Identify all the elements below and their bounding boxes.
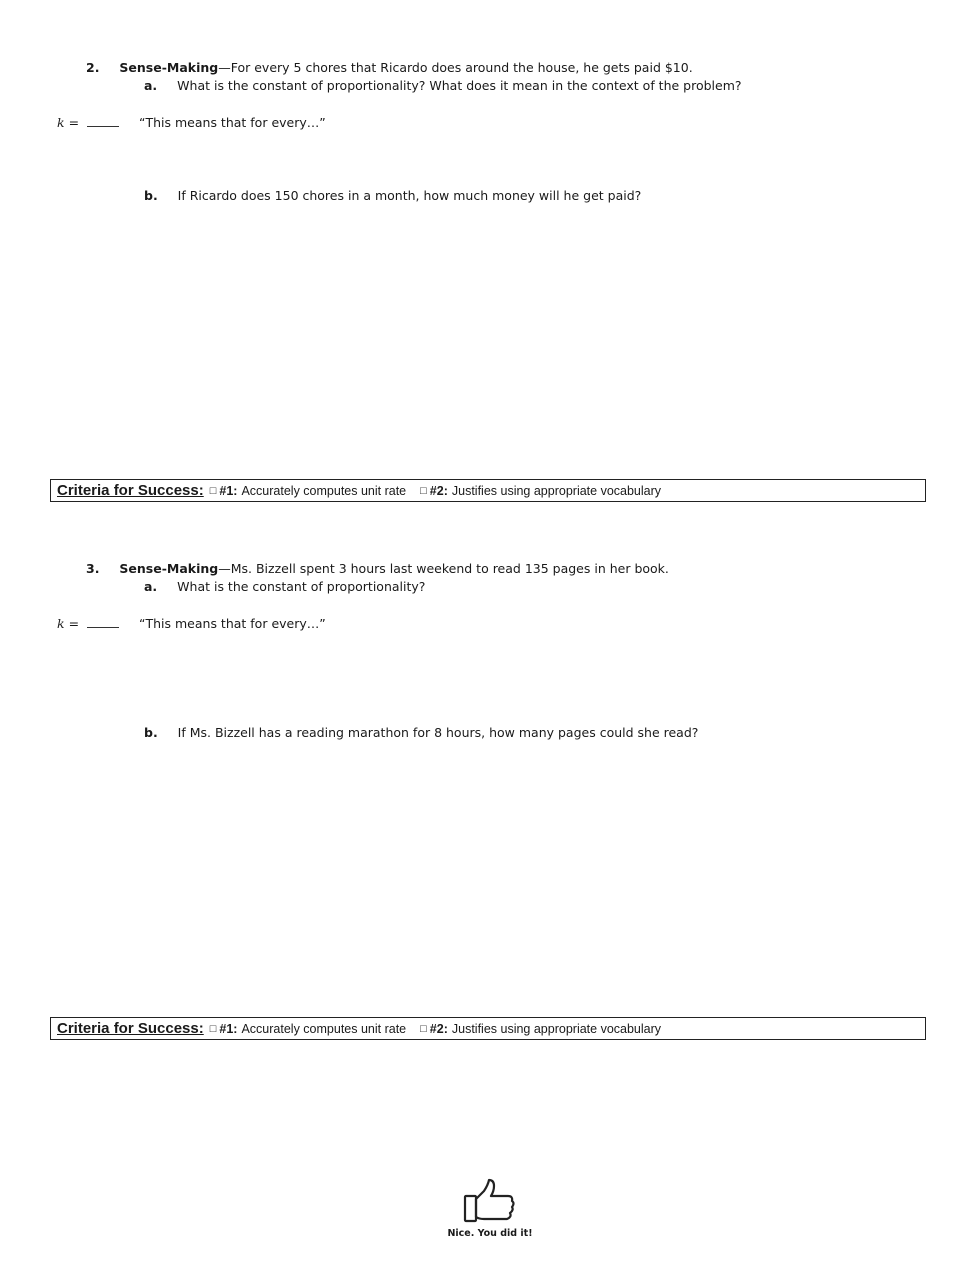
k-variable: k <box>57 616 65 631</box>
checkbox-icon[interactable]: □ <box>420 484 427 497</box>
part-text: What is the constant of proportionality? <box>177 579 426 594</box>
footer-caption: Nice. You did it! <box>447 1228 533 1239</box>
part-label: a. <box>144 78 158 93</box>
checkbox-icon[interactable]: □ <box>209 1022 217 1035</box>
means-prompt: “This means that for every…” <box>139 616 326 631</box>
problem-2-part-a <box>144 78 742 94</box>
problem-2-stem <box>86 60 693 76</box>
k-answer-blank[interactable] <box>87 616 119 628</box>
k-equals: = <box>68 616 80 631</box>
criteria-item-1-label: #1: <box>219 483 238 498</box>
criteria-item-2-label: #2: <box>429 1021 448 1036</box>
problem-heading: Sense-Making <box>119 60 219 75</box>
problem-heading: Sense-Making <box>119 561 219 576</box>
problem-text: —Ms. Bizzell spent 3 hours last weekend to read 135 pages in her book. <box>218 561 669 576</box>
problem-number: 3. <box>86 561 100 576</box>
problem-2-k-line <box>57 115 326 131</box>
k-variable: k <box>57 115 65 130</box>
part-text: What is the constant of proportionality? What does it mean in the context of the problem? <box>177 78 742 93</box>
criteria-item-1-text: Accurately computes unit rate <box>241 1021 407 1036</box>
criteria-item-2-label: #2: <box>429 483 448 498</box>
criteria-item-2-text: Justifies using appropriate vocabulary <box>451 483 662 498</box>
part-label: a. <box>144 579 158 594</box>
criteria-title: Criteria for Success: <box>57 1020 204 1037</box>
criteria-item-1-text: Accurately computes unit rate <box>241 483 407 498</box>
problem-text: —For every 5 chores that Ricardo does around the house, he gets paid $10. <box>218 60 693 75</box>
problem-3-k-line <box>57 616 326 632</box>
problem-3-part-a <box>144 579 425 595</box>
means-prompt: “This means that for every…” <box>139 115 326 130</box>
part-label: b. <box>144 188 158 203</box>
thumbs-up-icon <box>462 1178 518 1224</box>
part-text: If Ricardo does 150 chores in a month, how much money will he get paid? <box>177 188 642 203</box>
criteria-title: Criteria for Success: <box>57 482 204 499</box>
k-equals: = <box>68 115 80 130</box>
criteria-for-success-box <box>50 1017 926 1040</box>
part-text: If Ms. Bizzell has a reading marathon for 8 hours, how many pages could she read? <box>177 725 699 740</box>
criteria-item-1-label: #1: <box>219 1021 238 1036</box>
footer-encouragement <box>440 1178 540 1239</box>
criteria-item-2-text: Justifies using appropriate vocabulary <box>451 1021 662 1036</box>
problem-3-part-b <box>144 725 698 741</box>
k-answer-blank[interactable] <box>87 115 119 127</box>
problem-3-stem <box>86 561 669 577</box>
problem-number: 2. <box>86 60 100 75</box>
checkbox-icon[interactable]: □ <box>209 484 217 497</box>
problem-2-part-b <box>144 188 641 204</box>
criteria-for-success-box <box>50 479 926 502</box>
checkbox-icon[interactable]: □ <box>420 1022 427 1035</box>
part-label: b. <box>144 725 158 740</box>
